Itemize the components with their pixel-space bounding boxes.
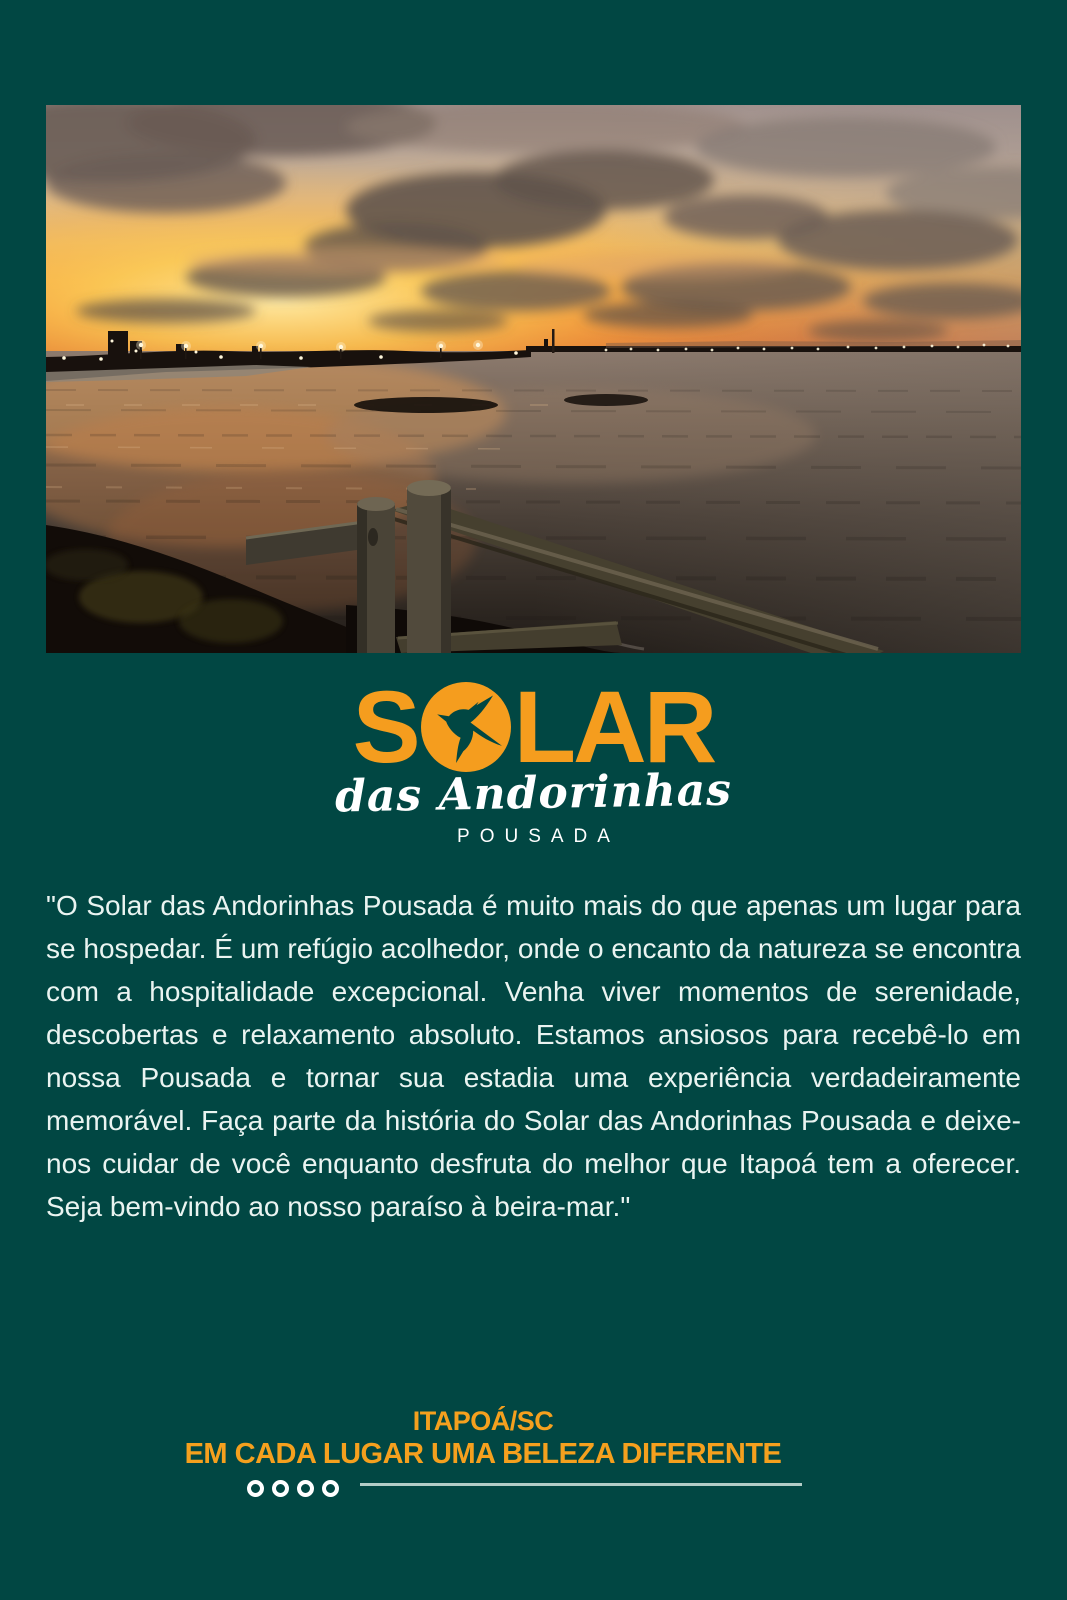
footer-slogan: EM CADA LUGAR UMA BELEZA DIFERENTE [184, 1438, 782, 1470]
sunset-scene [46, 105, 1021, 653]
carousel-dot[interactable] [322, 1480, 339, 1497]
welcome-quote: "O Solar das Andorinhas Pousada é muito mais do que apenas um lugar para se hospedar. É um refúgio acolhedor, onde o encanto da natureza se encontra com a hospitalidade excepcional. Venha viver momentos de serenidade, descobertas e relaxamento absoluto. Estamos ansiosos para recebê-lo em nossa Pousada e tornar sua estadia uma experiência verdadeiramente memorável. Faça parte da história do Solar das Andorinhas Pousada e deixe-nos cuidar de você enquanto desfruta do melhor que Itapoá tem a oferecer. Seja bem-vindo ao nosso paraíso à beira-mar." [46, 890, 1021, 1222]
carousel-dot[interactable] [297, 1480, 314, 1497]
carousel-dot[interactable] [247, 1480, 264, 1497]
footer-location: ITAPOÁ/SC [412, 1406, 554, 1436]
swallow-icon [421, 682, 511, 772]
carousel-dot[interactable] [272, 1480, 289, 1497]
carousel-dots [247, 1480, 339, 1497]
hero-photo [46, 105, 1021, 653]
logo-script: das Andorinhas [334, 764, 733, 823]
logo-tagline: POUSADA [457, 826, 620, 847]
logo-word-start: S [352, 670, 418, 784]
logo-word-rest: LAR [513, 670, 715, 784]
divider-line [360, 1483, 802, 1486]
